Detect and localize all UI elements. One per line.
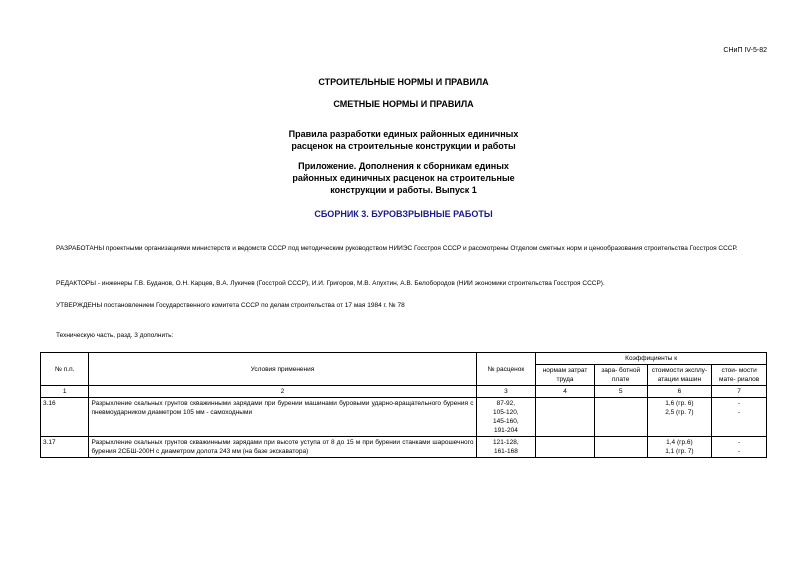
rate-line: 161-168: [493, 448, 518, 455]
collection-title: СБОРНИК 3. БУРОВЗРЫВНЫЕ РАБОТЫ: [314, 209, 493, 219]
header-wages: зара- ботной плате: [594, 365, 647, 386]
row-rates: [476, 437, 536, 458]
header-machine-cost: стоимости эксплу- атации машин: [647, 365, 712, 386]
header-coefficients: Коэффициенты к: [536, 353, 767, 365]
appendix-title: [0, 160, 807, 196]
index-cell: 7: [712, 386, 767, 398]
row-wages: [594, 437, 647, 458]
coef-line: -: [738, 400, 741, 407]
header-rates: № расценок: [476, 353, 536, 386]
rate-line: 105-120,: [493, 409, 519, 416]
rules-title-line-1: Правила разработки единых районных единичных: [288, 129, 519, 139]
header-materials-cost: стои- мости мате- риалов: [712, 365, 767, 386]
appendix-title-line-2: районных единичных расценок на строительные: [292, 173, 515, 183]
rate-line: 87-92,: [496, 400, 516, 407]
rate-line: 191-204: [493, 427, 518, 434]
table-row: [41, 398, 767, 437]
document-code: СНиП IV-5-82: [723, 47, 767, 54]
index-cell: 3: [476, 386, 536, 398]
coefficients-table: [40, 352, 767, 458]
row-machine-cost: [647, 398, 712, 437]
approved-paragraph: УТВЕРЖДЕНЫ постановлением Государственного комитета СССР по делам строительства от 17 мая 1984 г. № 78: [56, 302, 405, 309]
row-num: 3.16: [41, 398, 89, 437]
rules-title-line-2: расценок на строительные конструкции и работы: [291, 141, 516, 151]
table-header-row: [41, 353, 767, 365]
row-labor-norms: [536, 437, 595, 458]
sub-title: СМЕТНЫЕ НОРМЫ И ПРАВИЛА: [333, 99, 474, 109]
coef-line: -: [738, 439, 741, 446]
row-wages: [594, 398, 647, 437]
appendix-title-line-1: Приложение. Дополнения к сборникам единых: [298, 161, 509, 171]
editors-paragraph: РЕДАКТОРЫ - инженеры Г.В. Буданов, О.Н. Карцев, В.А. Лукичев (Госстрой СССР), И.И. Григоров, М.В. Апухтин, А.В. Белобородов (НИИ экономики строительства Госстроя СССР).: [56, 280, 605, 287]
index-cell: 1: [41, 386, 89, 398]
appendix-title-line-3: конструкции и работы. Выпуск 1: [330, 185, 477, 195]
main-title: СТРОИТЕЛЬНЫЕ НОРМЫ И ПРАВИЛА: [318, 77, 489, 87]
row-labor-norms: [536, 398, 595, 437]
row-rates: [476, 398, 536, 437]
row-materials-cost: [712, 398, 767, 437]
index-cell: 5: [594, 386, 647, 398]
row-conditions: Разрыхление скальных грунтов скважинными зарядами при высоте уступа от 8 до 15 м при бурении станками шарошечного бурения 2СБШ-200Н с диаметром долота 243 мм (на базе экскаватора): [89, 437, 476, 458]
rules-title: [0, 128, 807, 152]
index-cell: 2: [89, 386, 476, 398]
developed-paragraph: РАЗРАБОТАНЫ проектными организациями министерств и ведомств СССР под методическим руководством НИИЭС Госстроя СССР и рассмотрены Отделом сметных норм и ценообразования строительства Госстроя СССР.: [56, 245, 738, 252]
row-materials-cost: [712, 437, 767, 458]
coef-line: 1,4 (гр.6): [666, 439, 693, 446]
coef-line: 1,1 (гр. 7): [665, 448, 694, 455]
coef-line: -: [738, 448, 741, 455]
rate-line: 121-128,: [493, 439, 519, 446]
table-index-row: [41, 386, 767, 398]
tech-part-note: Техническую часть, разд. 3 дополнить:: [56, 332, 174, 339]
header-conditions: Условия применения: [89, 353, 476, 386]
row-num: 3.17: [41, 437, 89, 458]
index-cell: 6: [647, 386, 712, 398]
coef-line: 2,5 (гр. 7): [665, 409, 694, 416]
coef-line: 1,6 (гр. 6): [665, 400, 694, 407]
header-num: № п.п.: [41, 353, 89, 386]
row-conditions: Разрыхление скальных грунтов скважинными зарядами при бурении машинами буровыми ударно-вращательного бурения с пневмоударником диаметром 105 мм - самоходными: [89, 398, 476, 437]
rate-line: 145-160,: [493, 418, 519, 425]
index-cell: 4: [536, 386, 595, 398]
coef-line: -: [738, 409, 741, 416]
table-row: [41, 437, 767, 458]
header-labor-norms: нормам затрат труда: [536, 365, 595, 386]
row-machine-cost: [647, 437, 712, 458]
